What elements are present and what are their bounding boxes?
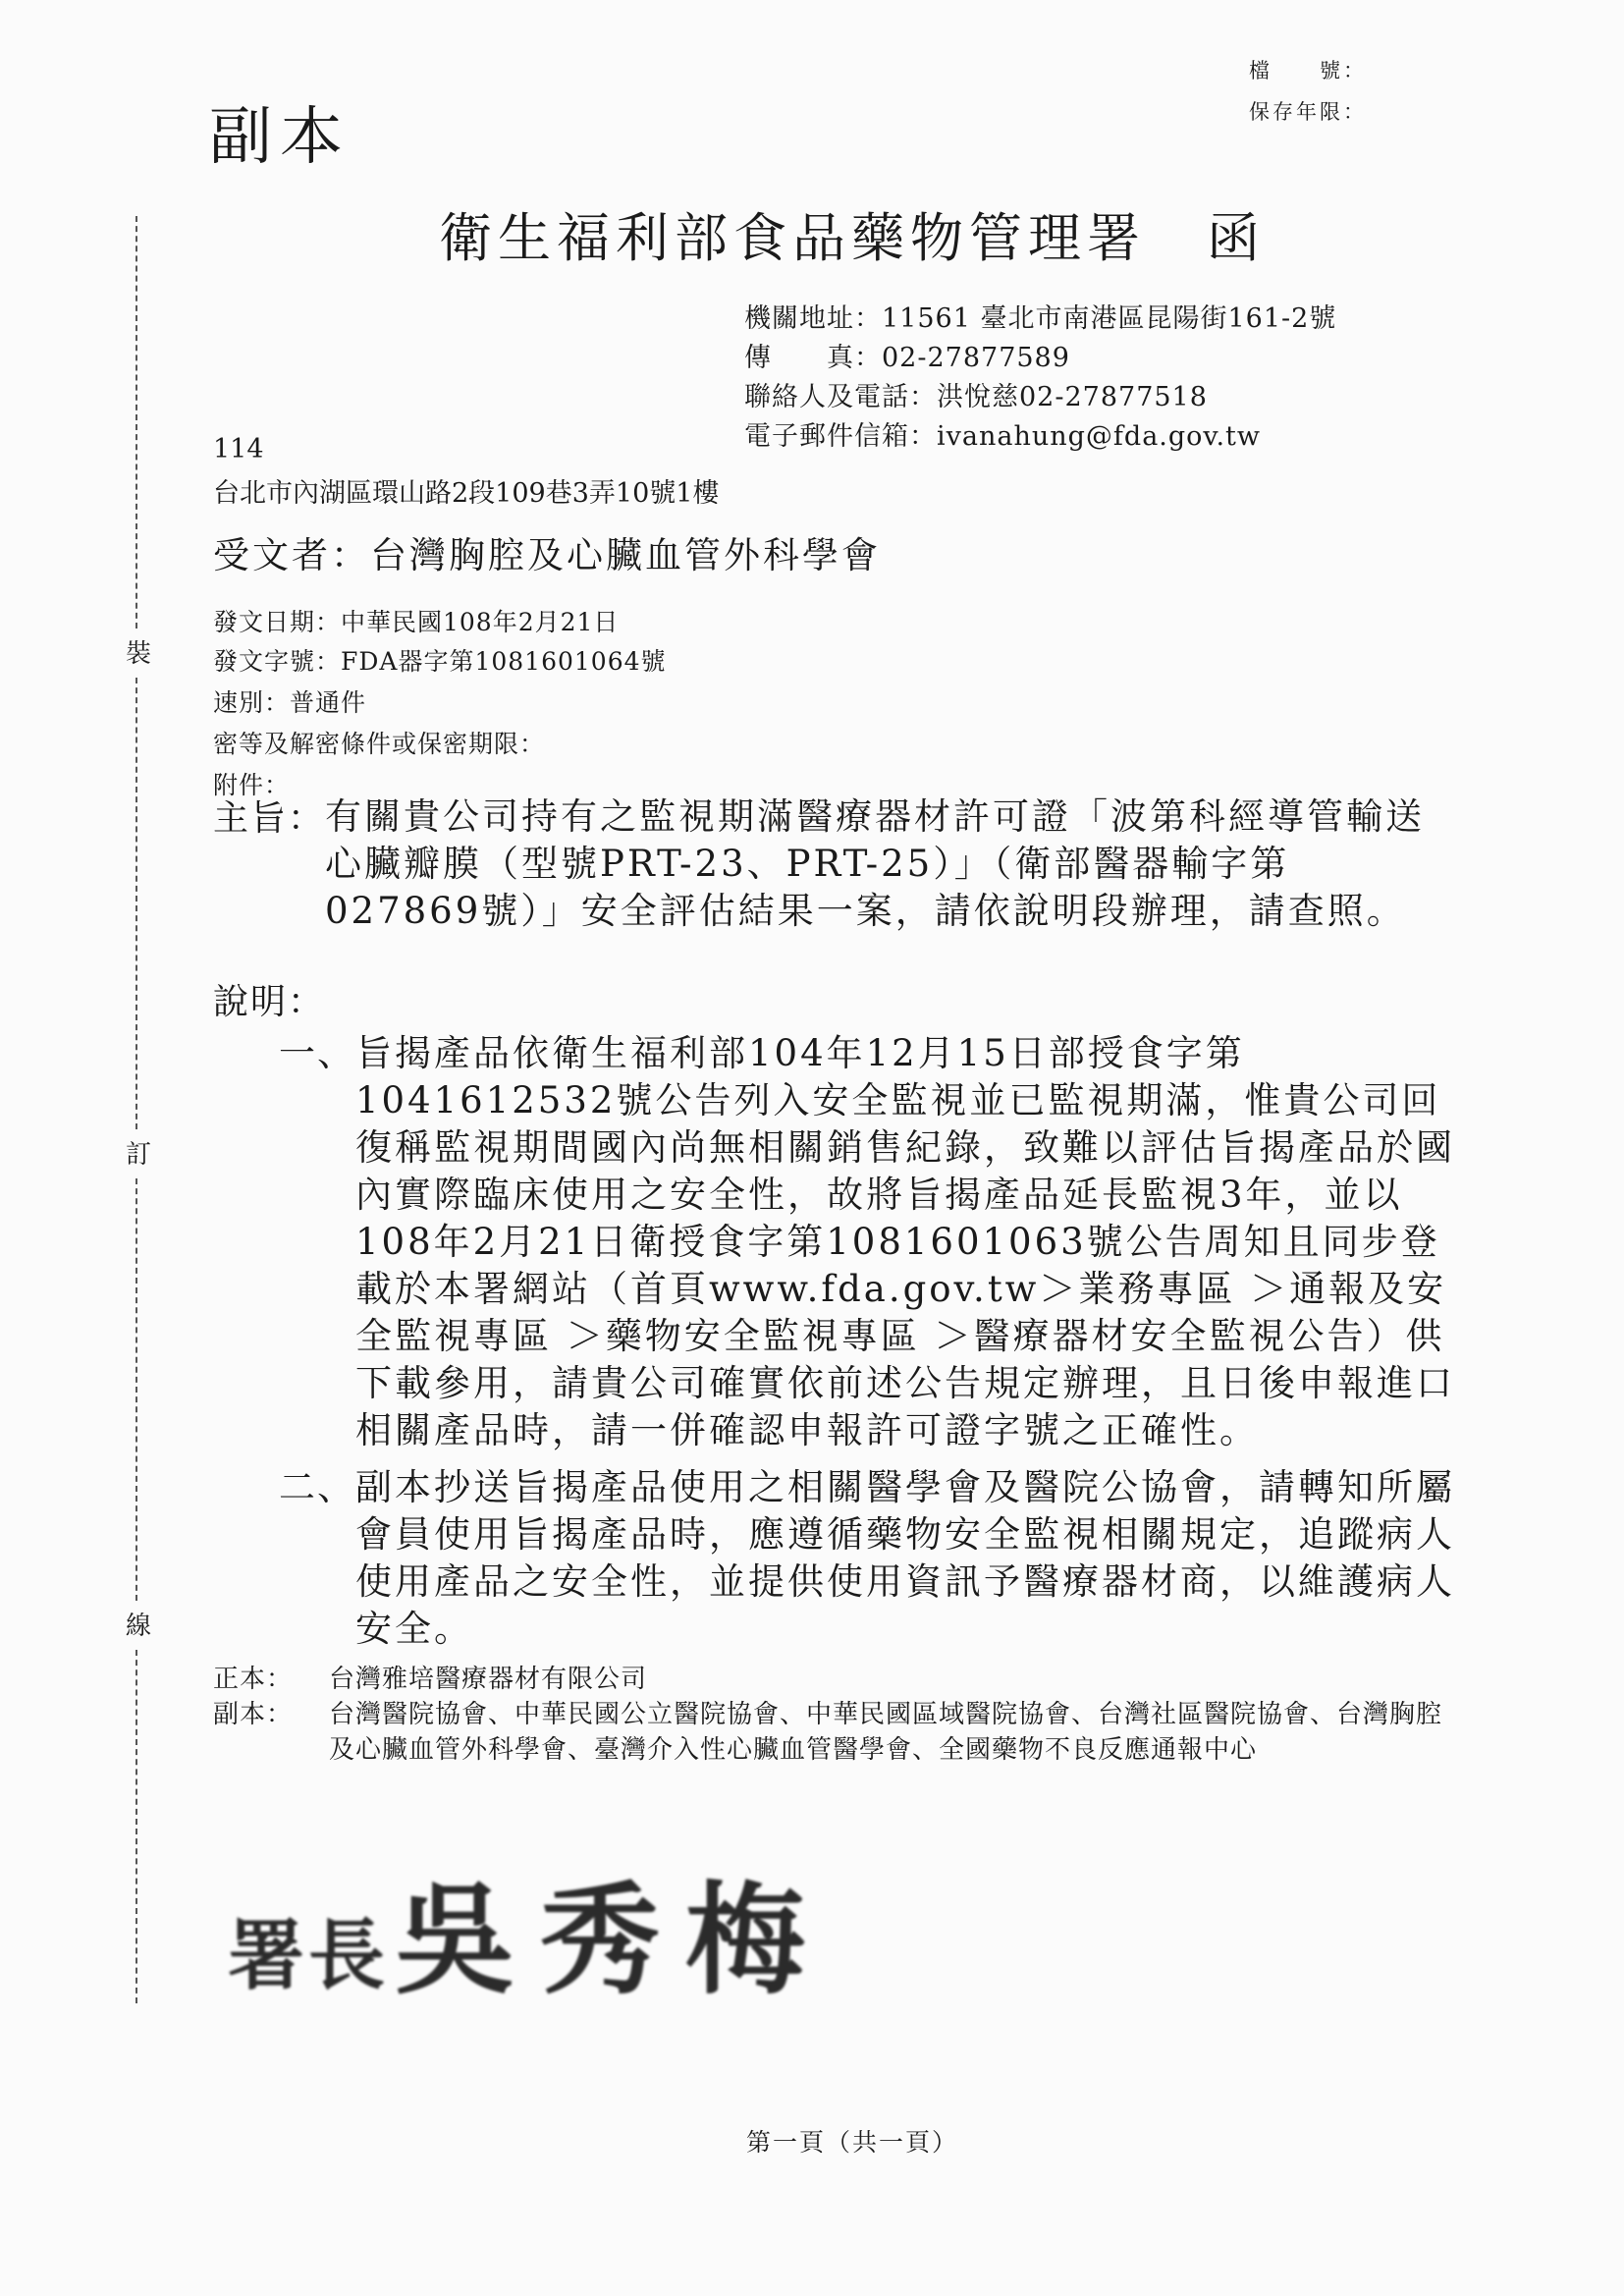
agency-name: 衛生福利部食品藥物管理署 [439, 207, 1146, 269]
agency-address: 機關地址：11561 臺北市南港區昆陽街161-2號 [744, 303, 1337, 334]
subject-section [213, 793, 1470, 935]
signature-title: 署長 [228, 1911, 390, 2000]
copy-mark: 副本 [209, 101, 351, 174]
subject-label: 主旨： [213, 798, 326, 839]
document-type: 函 [1207, 207, 1266, 269]
explanation-item [213, 1464, 1470, 1653]
binding-mark-zhuang: 裝 [126, 639, 152, 669]
secrecy-level: 密等及解密條件或保密期限： [213, 730, 546, 758]
subject-text: 有關貴公司持有之監視期滿醫療器材許可證「波第科經導管輸送心臟瓣膜（型號PRT-23、PRT-25）」（衛部醫器輸字第027869號）」安全評估結果一案，請依說明段辦理，請查照。 [325, 795, 1426, 932]
signature-name: 吳秀梅 [395, 1869, 832, 2010]
attachment: 附件： [213, 771, 291, 799]
document-number: 發文字號：FDA器字第1081601064號 [213, 647, 667, 676]
page-number: 第一頁（共一頁） [746, 2128, 959, 2157]
explanation-item-text: 副本抄送旨揭產品使用之相關醫學會及醫院公協會，請轉知所屬會員使用旨揭產品時，應遵循藥物安全監視相關規定，追蹤病人使用產品之安全性，並提供使用資訊予醫療器材商，以維護病人安全。 [355, 1466, 1455, 1650]
agency-fax: 傳 真：02-27877589 [744, 343, 1070, 373]
binding-mark-ding: 訂 [126, 1140, 152, 1170]
document-title [439, 196, 1266, 272]
signature-stamp [228, 1844, 831, 2016]
mailing-zip: 114 [213, 434, 264, 465]
explanation-item-number: 二、 [279, 1466, 355, 1508]
file-number-label: 檔 號： [1249, 59, 1367, 82]
copy-label: 副本： [213, 1700, 294, 1729]
explanation-label: 說明： [213, 982, 326, 1022]
retention-label: 保存年限： [1249, 100, 1367, 124]
explanation-item-text: 旨揭產品依衛生福利部104年12月15日部授食字第1041612532號公告列入安全監視並已監視期滿，惟貴公司回復稱監視期間國內尚無相關銷售紀錄，致難以評估旨揭產品於國內實際臨床使用之安全性，故將旨揭產品延長監視3年，並以108年2月21日衛授食字第1081601063號公告周知且同步登載於本署網站（首頁www.fda.gov.tw＞業務專區 ＞通報及安全監視專區 ＞藥物安全監視專區 ＞醫療器材安全監視公告）供下載參用，請貴公司確實依前述公告規定辦理，且日後申報進口相關產品時，請一併確認申報許可證字號之正確性。 [355, 1032, 1455, 1451]
explanation-item [213, 1030, 1470, 1454]
explanation-section [213, 977, 1470, 1653]
binding-mark-xian: 線 [126, 1612, 152, 1641]
distribution-list [213, 1662, 1458, 1768]
original-recipient: 台灣雅培醫療器材有限公司 [329, 1665, 648, 1694]
binding-line [126, 216, 165, 2003]
contact-email: 電子郵件信箱：ivanahung@fda.gov.tw [744, 421, 1262, 452]
mailing-address: 台北市內湖區環山路2段109巷3弄10號1樓 [213, 478, 720, 509]
copy-recipients: 台灣醫院協會、中華民國公立醫院協會、中華民國區域醫院協會、台灣社區醫院協會、台灣胸腔及心臟血管外科學會、臺灣介入性心臟血管醫學會、全國藥物不良反應通報中心 [329, 1700, 1443, 1765]
explanation-item-number: 一、 [279, 1032, 355, 1074]
original-label: 正本： [213, 1665, 294, 1694]
contact-person: 聯絡人及電話：洪悅慈02-27877518 [744, 382, 1208, 412]
issue-date: 發文日期：中華民國108年2月21日 [213, 608, 620, 636]
recipient: 受文者：台灣胸腔及心臟血管外科學會 [213, 534, 881, 576]
delivery-speed: 速別：普通件 [213, 688, 367, 717]
